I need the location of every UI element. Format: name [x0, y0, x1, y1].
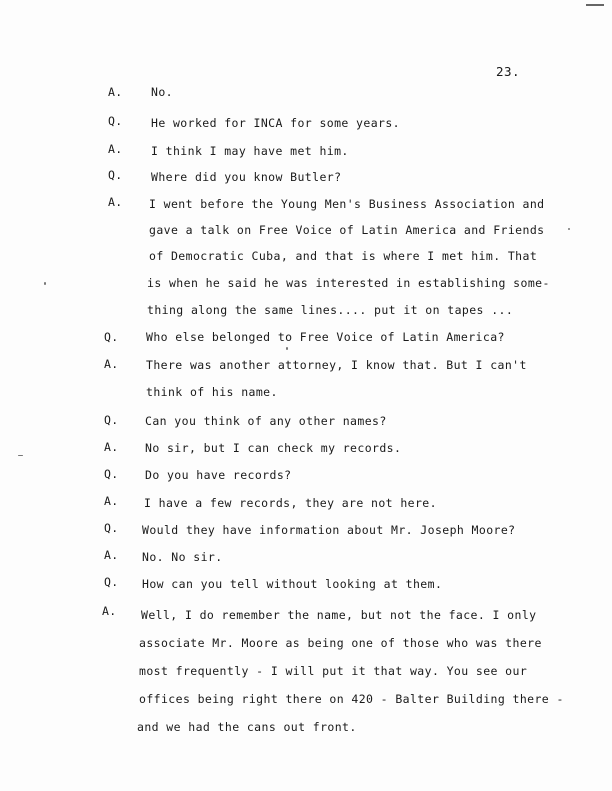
- speaker-label: A.: [102, 604, 117, 618]
- transcript-line: gave a talk on Free Voice of Latin America and Friends: [149, 223, 545, 237]
- speaker-label: Q.: [104, 330, 119, 344]
- transcript-line: associate Mr. Moore as being one of those who was there: [139, 636, 542, 650]
- transcript-line: No. No sir.: [142, 550, 223, 564]
- speaker-label: Q.: [108, 168, 123, 182]
- speaker-label: Q.: [104, 467, 119, 481]
- transcript-line: Would they have information about Mr. Joseph Moore?: [142, 523, 516, 537]
- transcript-line: Where did you know Butler?: [151, 170, 342, 184]
- transcript-line: Who else belonged to Free Voice of Latin America?: [146, 330, 505, 344]
- transcript-line: No.: [151, 85, 173, 99]
- scan-speck: [286, 347, 288, 350]
- speaker-label: A.: [108, 195, 123, 209]
- transcript-line: is when he said he was interested in establishing some-: [147, 276, 550, 290]
- transcript-line: No sir, but I can check my records.: [145, 441, 402, 455]
- transcript-line: Can you think of any other names?: [145, 414, 387, 428]
- scan-speck: [18, 455, 23, 456]
- speaker-label: Q.: [104, 413, 119, 427]
- transcript-line: Do you have records?: [145, 468, 292, 482]
- transcript-line: I went before the Young Men's Business Association and: [149, 197, 545, 211]
- speaker-label: A.: [108, 142, 123, 156]
- transcript-line: most frequently - I will put it that way. You see our: [139, 664, 528, 678]
- speaker-label: Q.: [104, 521, 119, 535]
- speaker-label: A.: [104, 548, 119, 562]
- speaker-label: A.: [104, 357, 119, 371]
- corner-mark: [586, 4, 604, 9]
- transcript-line: think of his name.: [146, 385, 278, 399]
- transcript-line: There was another attorney, I know that. But I can't: [146, 358, 527, 372]
- transcript-line: thing along the same lines.... put it on tapes ...: [147, 303, 514, 317]
- scan-speck: [568, 228, 570, 230]
- transcript-line: of Democratic Cuba, and that is where I met him. That: [149, 249, 538, 263]
- speaker-label: A.: [104, 440, 119, 454]
- transcript-line: I think I may have met him.: [151, 144, 349, 158]
- transcript-line: He worked for INCA for some years.: [151, 116, 401, 130]
- speaker-label: A.: [104, 494, 119, 508]
- transcript-line: offices being right there on 420 - Balter Building there -: [139, 692, 564, 706]
- page-number: 23.: [496, 64, 521, 79]
- transcript-line: Well, I do remember the name, but not the face. I only: [141, 608, 537, 622]
- speaker-label: Q.: [108, 114, 123, 128]
- transcript-line: How can you tell without looking at them.: [142, 577, 443, 591]
- speaker-label: Q.: [104, 575, 119, 589]
- speaker-label: A.: [108, 85, 123, 99]
- scan-speck: [44, 282, 46, 285]
- transcript-line: I have a few records, they are not here.: [144, 496, 437, 510]
- transcript-line: and we had the cans out front.: [137, 720, 357, 734]
